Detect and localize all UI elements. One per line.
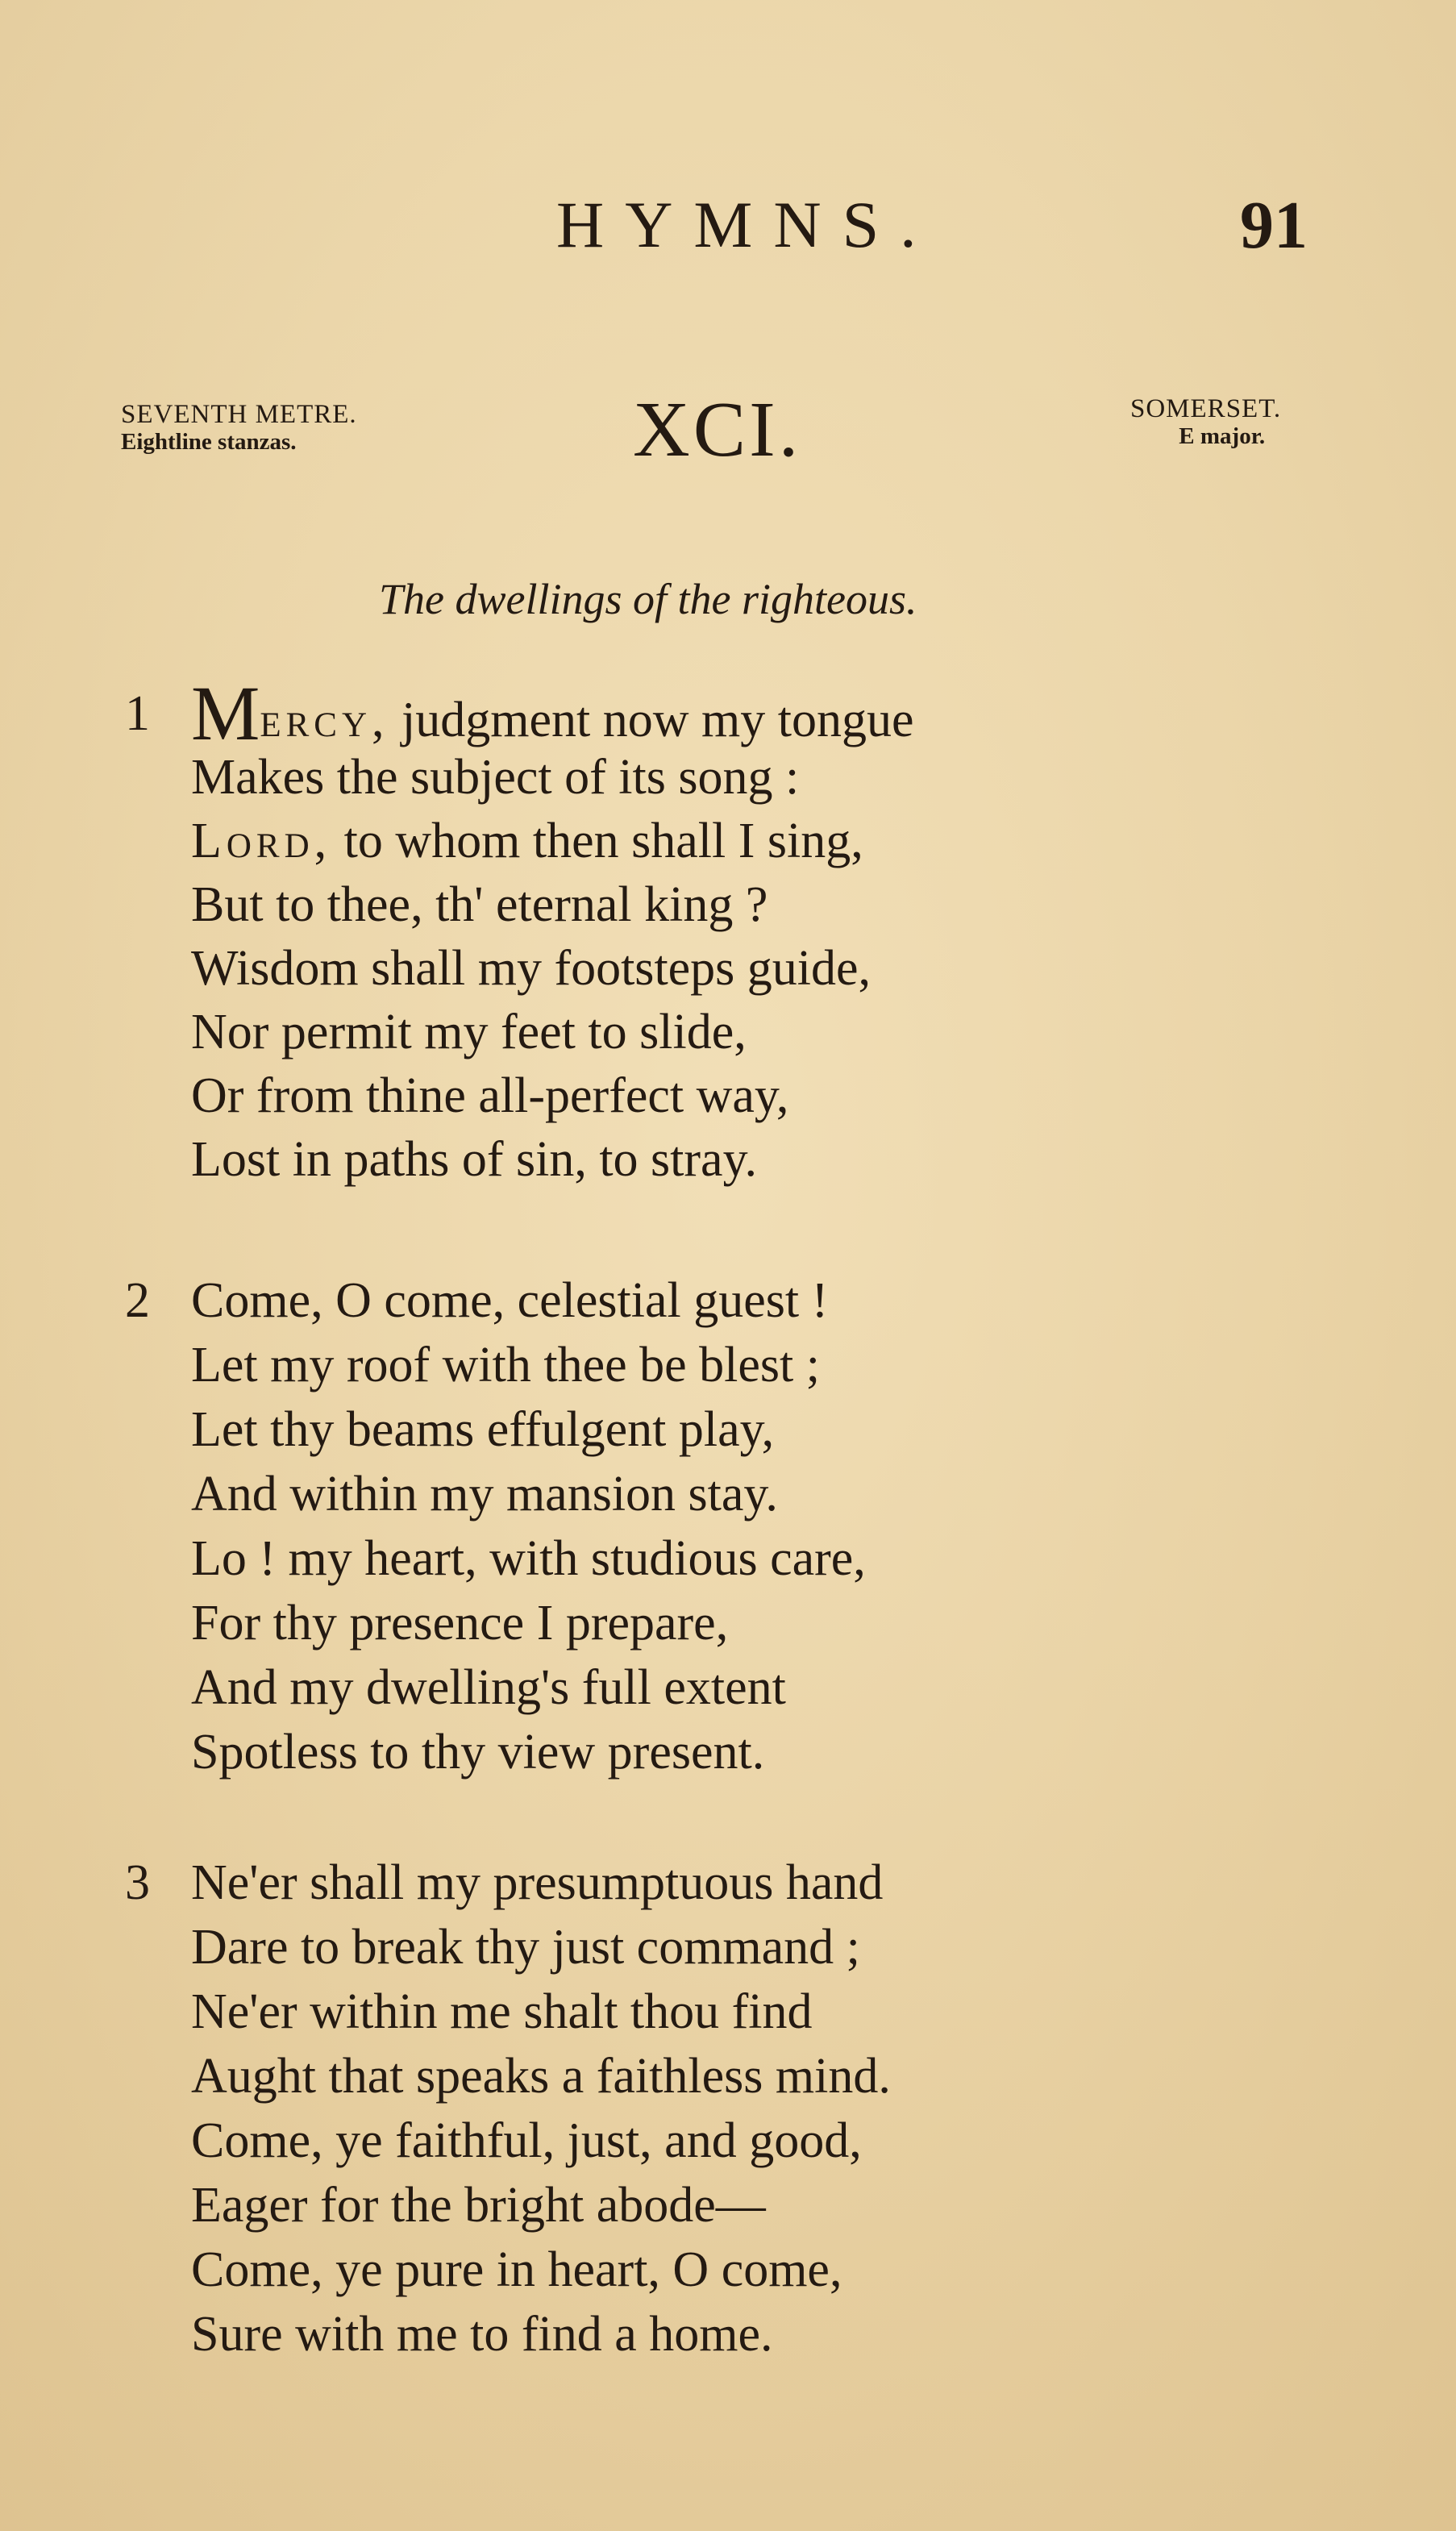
metre-info xyxy=(121,401,357,455)
verse-line: Ne'er shall my presumptuous hand xyxy=(191,1855,884,1910)
verse-line: Or from thine all-perfect way, xyxy=(191,1068,789,1123)
tune-key: E major. xyxy=(1179,423,1266,449)
page-number: 91 xyxy=(1240,188,1308,263)
small-caps-word: ercy, xyxy=(260,693,389,747)
verse-line-text: to whom then shall I sing, xyxy=(331,814,863,868)
verse-line: And my dwelling's full extent xyxy=(191,1660,786,1715)
verse-line: Lost in paths of sin, to stray. xyxy=(191,1132,758,1187)
verse-line: Dare to break thy just command ; xyxy=(191,1920,860,1975)
verse-line: Come, ye faithful, just, and good, xyxy=(191,2113,862,2168)
running-header: HYMNS. xyxy=(556,188,938,261)
verse-line: Aught that speaks a faithless mind. xyxy=(191,2049,891,2104)
verse-line: Let thy beams effulgent play, xyxy=(191,1402,775,1457)
verse-line: Eager for the bright abode— xyxy=(191,2178,766,2233)
verse-line: Makes the subject of its song : xyxy=(191,750,800,805)
verse-line: Let my roof with thee be blest ; xyxy=(191,1338,820,1392)
verse-line: Spotless to thy view present. xyxy=(191,1725,765,1780)
verse-line-text: judgment now my tongue xyxy=(389,693,914,747)
verse-line: Wisdom shall my footsteps guide, xyxy=(191,941,872,996)
hymn-subtitle: The dwellings of the righteous. xyxy=(379,575,917,623)
small-caps-word: Lord, xyxy=(191,814,332,868)
verse-line: For thy presence I prepare, xyxy=(191,1596,729,1651)
tune-info xyxy=(1130,395,1281,449)
tune-name: SOMERSET. xyxy=(1130,394,1282,423)
verse-line: Ne'er within me shalt thou find xyxy=(191,1984,813,2039)
stanza-number: 1 xyxy=(125,686,150,741)
verse-line: Lo ! my heart, with studious care, xyxy=(191,1531,866,1586)
stanza-number: 3 xyxy=(125,1855,150,1910)
verse-line xyxy=(191,670,914,756)
verse-line: Nor permit my feet to slide, xyxy=(191,1005,747,1059)
verse-line xyxy=(191,810,863,872)
stanza-number: 2 xyxy=(125,1273,150,1328)
verse-line: Sure with me to find a home. xyxy=(191,2307,773,2362)
verse-line: And within my mansion stay. xyxy=(191,1467,778,1522)
drop-cap: M xyxy=(191,670,260,756)
hymn-number: XCI. xyxy=(633,386,802,473)
verse-line: Come, O come, celestial guest ! xyxy=(191,1273,829,1328)
metre-label: SEVENTH METRE. xyxy=(121,400,357,429)
stanza-form-label: Eightline stanzas. xyxy=(121,428,297,455)
verse-line: But to thee, th' eternal king ? xyxy=(191,877,768,932)
verse-line: Come, ye pure in heart, O come, xyxy=(191,2242,842,2297)
